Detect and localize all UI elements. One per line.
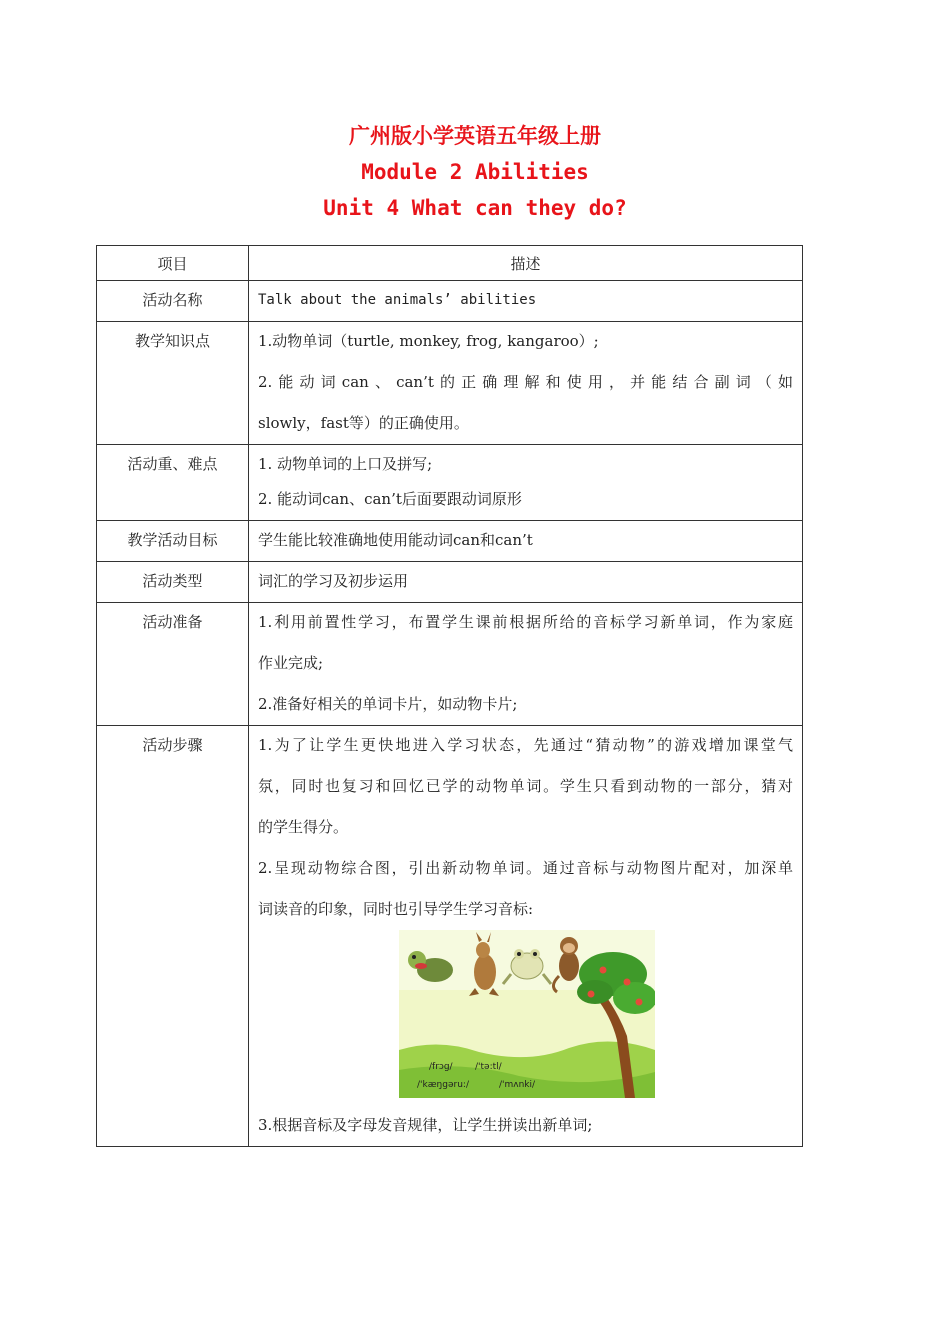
description-line: 2.能动词can、can’t的正确理解和使用，并能结合副词（如 [258, 373, 793, 391]
animal-scene-picture [399, 930, 655, 1098]
header-description: 描述 [249, 246, 803, 281]
table-row [97, 322, 803, 445]
lesson-plan-table [96, 245, 803, 1147]
row-description [249, 322, 803, 445]
row-label: 活动名称 [97, 281, 249, 322]
row-description [249, 603, 803, 726]
description-line: 2.呈现动物综合图，引出新动物单词。通过音标与动物图片配对，加深单 [258, 859, 793, 877]
row-label: 活动重、难点 [97, 445, 249, 521]
description-line: 作业完成; [258, 654, 324, 672]
table-header-row [97, 246, 803, 281]
phonetic-label: /'mʌnki/ [498, 1080, 535, 1090]
phonetic-label: /'tə:tl/ [474, 1062, 502, 1072]
table-row [97, 281, 803, 322]
document-title: 广州版小学英语五年级上册 [349, 123, 601, 148]
unit-title: Unit 4 What can they do? [323, 196, 627, 220]
document-titles [0, 118, 950, 226]
row-label: 活动类型 [97, 562, 249, 603]
row-label: 教学知识点 [97, 322, 249, 445]
row-description [249, 445, 803, 521]
row-label: 教学活动目标 [97, 521, 249, 562]
description-line: 词读音的印象，同时也引导学生学习音标: [258, 900, 534, 918]
description-line: 2.准备好相关的单词卡片，如动物卡片; [258, 695, 518, 713]
phonetic-label: /'kæŋgəru:/ [416, 1080, 469, 1090]
header-item: 项目 [97, 246, 249, 281]
phonetic-label: /frɔg/ [428, 1062, 453, 1072]
table-row [97, 521, 803, 562]
table-row [97, 603, 803, 726]
description-line: 词汇的学习及初步运用 [258, 572, 409, 590]
description-line: 氛，同时也复习和回忆已学的动物单词。学生只看到动物的一部分，猜对 [258, 777, 793, 795]
description-line: 的学生得分。 [258, 818, 349, 836]
row-description [249, 562, 803, 603]
row-description [249, 281, 803, 322]
description-line: 3.根据音标及字母发音规律，让学生拼读出新单词; [258, 1116, 593, 1134]
description-line: 学生能比较准确地使用能动词can和can’t [258, 531, 533, 549]
description-line: 1.动物单词（turtle, monkey, frog, kangaroo）; [258, 332, 599, 350]
row-label: 活动步骤 [97, 726, 249, 1147]
description-line: 1. 动物单词的上口及拼写; [258, 455, 433, 473]
table-row [97, 562, 803, 603]
table-row [97, 726, 803, 1147]
table-row [97, 445, 803, 521]
description-line: slowly，fast等）的正确使用。 [258, 414, 469, 432]
module-title: Module 2 Abilities [361, 160, 589, 184]
row-description [249, 521, 803, 562]
row-description [249, 726, 803, 1147]
description-line: 2. 能动词can、can’t后面要跟动词原形 [258, 490, 522, 508]
description-line: Talk about the animals’ abilities [258, 292, 537, 308]
row-label: 活动准备 [97, 603, 249, 726]
description-line: 1.利用前置性学习，布置学生课前根据所给的音标学习新单词，作为家庭 [258, 613, 793, 631]
description-line: 1.为了让学生更快地进入学习状态，先通过“猜动物”的游戏增加课堂气 [258, 736, 793, 754]
animal-picture-container [258, 930, 793, 1102]
